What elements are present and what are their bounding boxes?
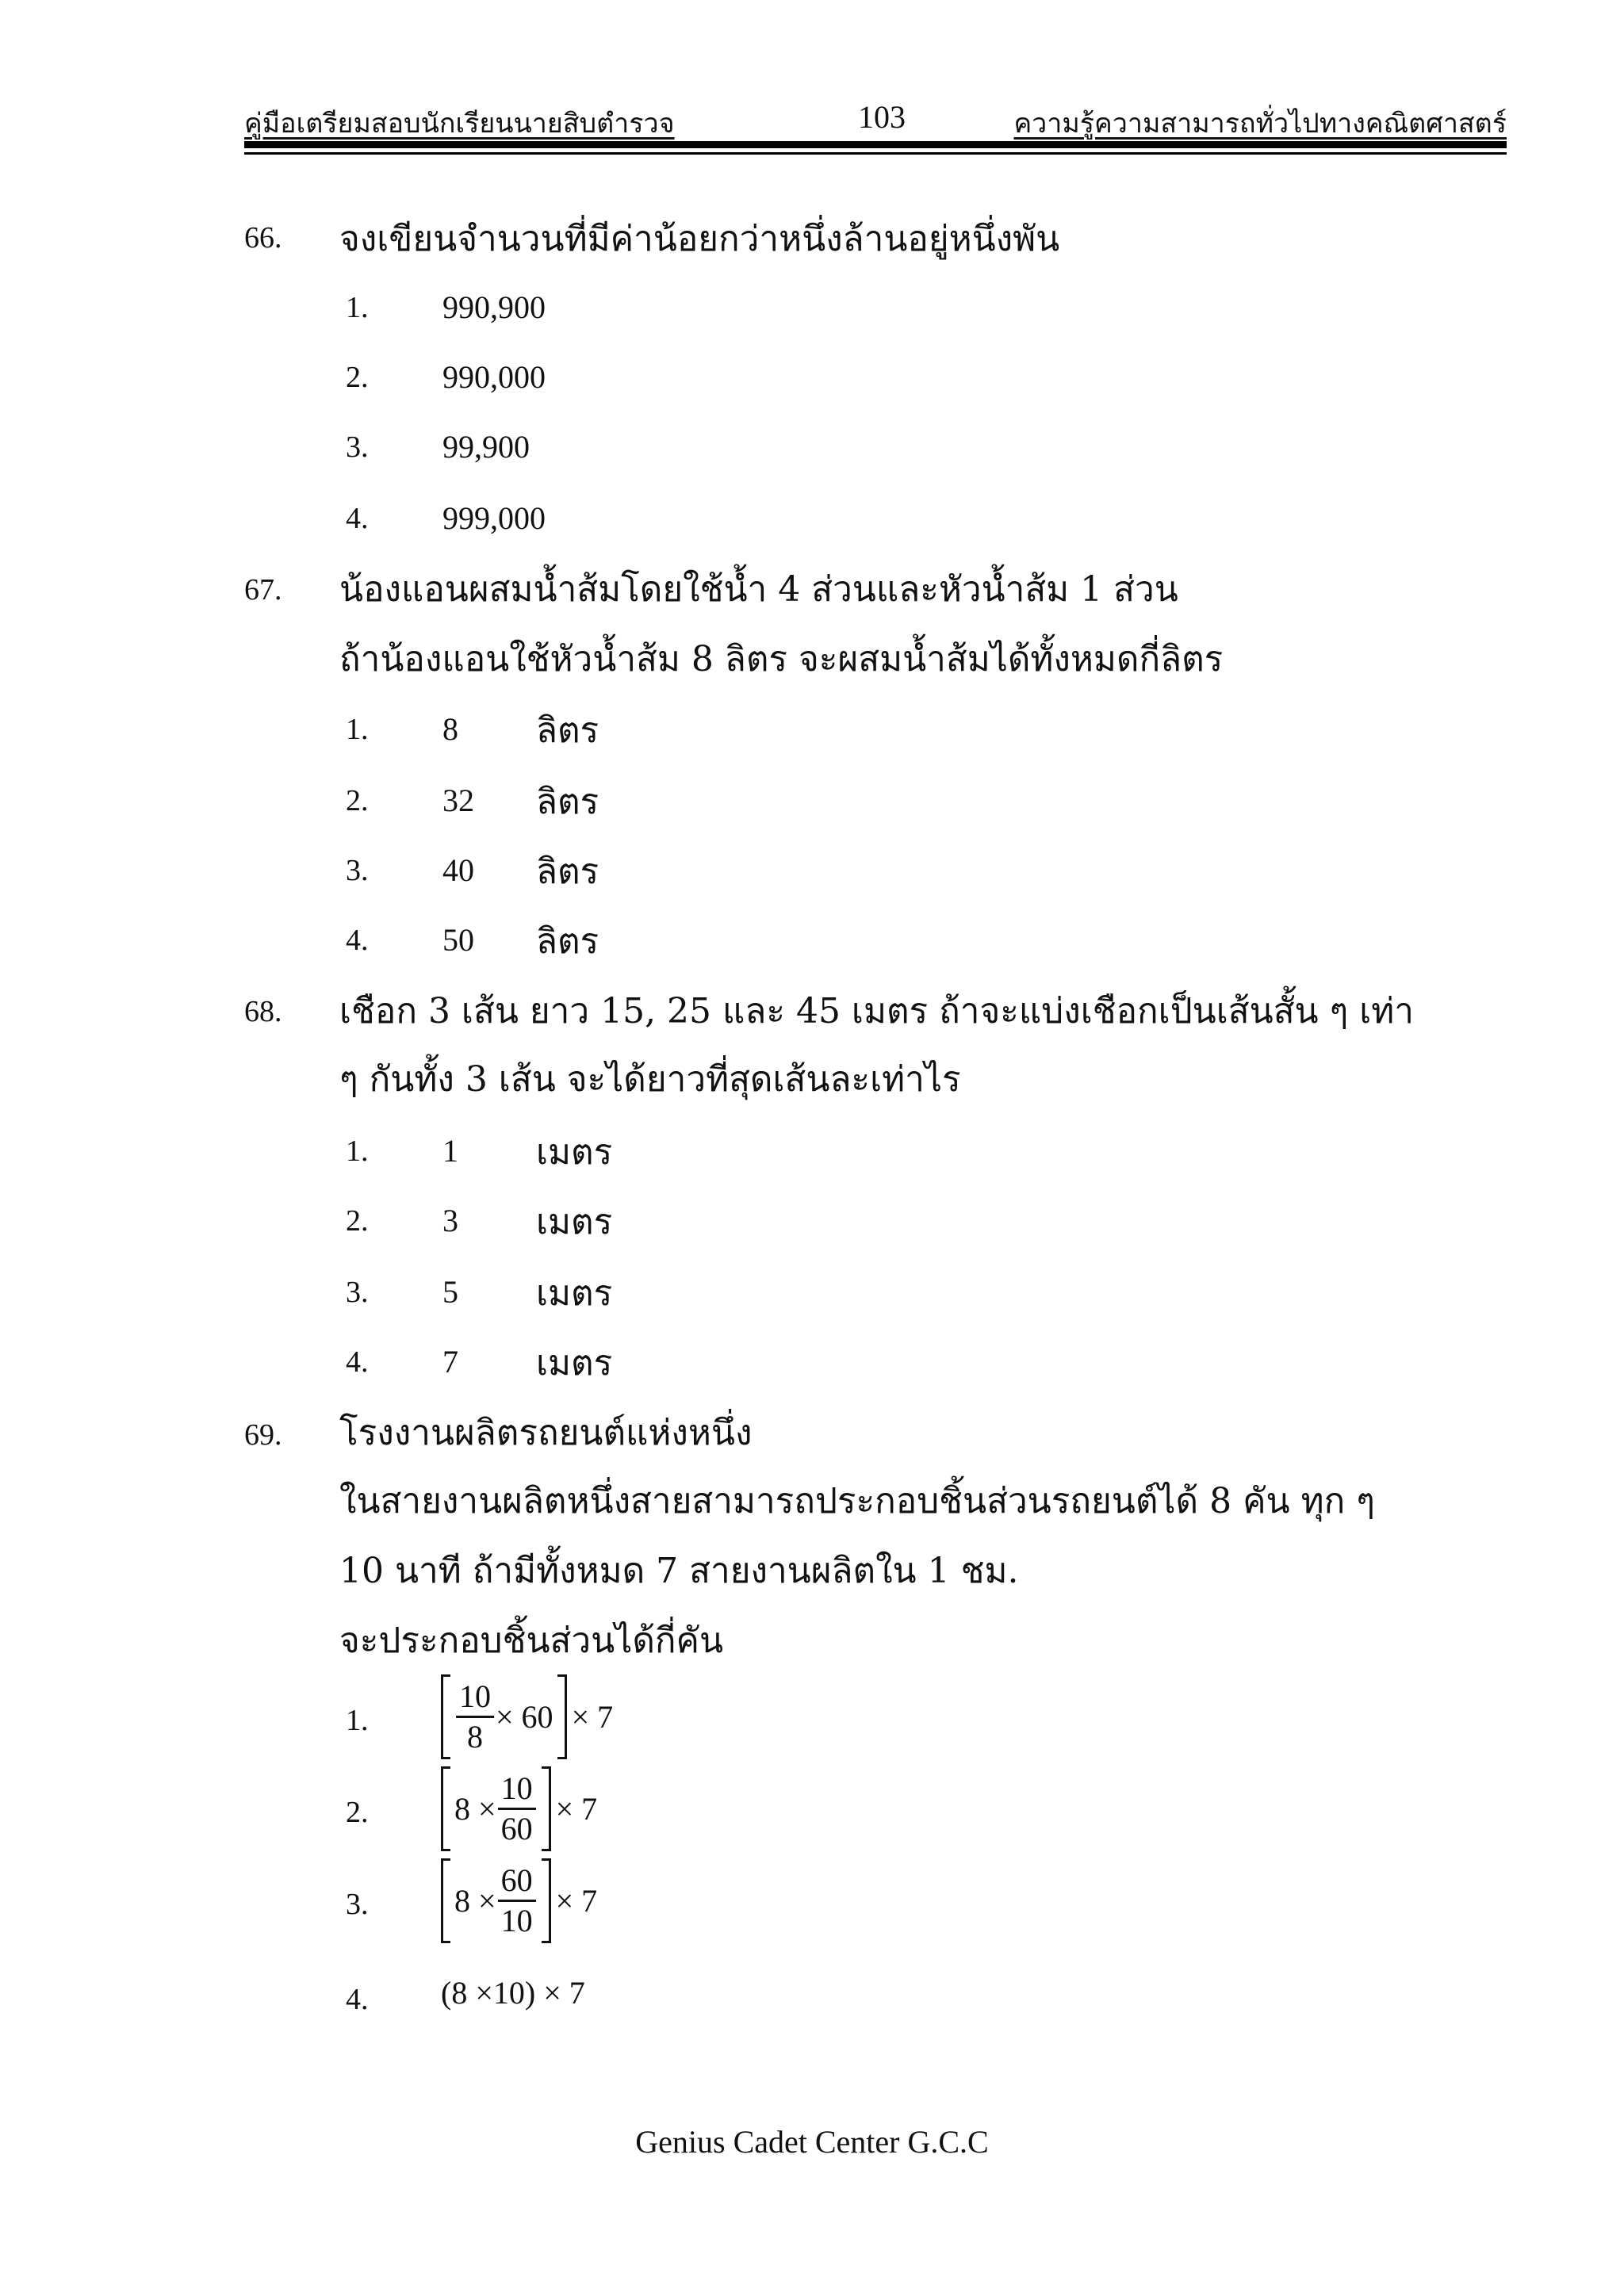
q69-option-3-number: 3. (346, 1888, 369, 1921)
q66-option-4-number: 4. (346, 502, 369, 535)
q67-option-1-unit: ลิตร (536, 710, 599, 751)
q66-option-1-value[interactable]: 990,900 (442, 289, 546, 325)
q67-option-2-value[interactable]: 32 (442, 783, 474, 818)
q67-option-3-number: 3. (346, 854, 369, 887)
q68-option-4-unit: เมตร (536, 1343, 613, 1383)
q68-option-4-value[interactable]: 7 (442, 1344, 458, 1380)
question-69-number: 69. (244, 1418, 282, 1452)
inner-after: × 60 (496, 1699, 553, 1735)
question-69-text-line-1: โรงงานผลิตรถยนต์แห่งหนึ่ง (339, 1413, 753, 1453)
outer-after: × 7 (555, 1791, 598, 1827)
bracket (441, 1674, 567, 1759)
q67-option-1-number: 1. (346, 713, 369, 746)
q69-option-1-number: 1. (346, 1704, 369, 1737)
q67-option-4-unit: ลิตร (536, 921, 599, 962)
q67-option-2-number: 2. (346, 784, 369, 817)
q69-option-1-expression[interactable] (441, 1674, 613, 1759)
bracket (441, 1858, 551, 1943)
q68-option-2-value[interactable]: 3 (442, 1203, 458, 1238)
q69-option-4-number: 4. (346, 1983, 369, 2016)
q68-option-2-unit: เมตร (536, 1202, 613, 1242)
fraction (498, 1770, 536, 1848)
q68-option-3-value[interactable]: 5 (442, 1274, 458, 1310)
inner-before: 8 × (454, 1791, 496, 1827)
question-68-text-line-2: ๆ กันทั้ง 3 เส้น จะได้ยาวที่สุดเส้นละเท่าไร (339, 1059, 961, 1100)
q66-option-2-value[interactable]: 990,000 (442, 359, 546, 395)
q67-option-3-unit: ลิตร (536, 851, 599, 892)
q66-option-4-value[interactable]: 999,000 (442, 500, 546, 536)
header-book-title: คู่มือเตรียมสอบนักเรียนนายสิบตำรวจ (244, 108, 675, 140)
question-66-text: จงเขียนจำนวนที่มีค่าน้อยกว่าหนึ่งล้านอยู่หนึ่งพัน (339, 219, 1060, 259)
q67-option-3-value[interactable]: 40 (442, 852, 474, 888)
denominator: 60 (500, 1811, 533, 1846)
q69-option-2-expression[interactable] (441, 1766, 597, 1851)
q68-option-1-number: 1. (346, 1135, 369, 1168)
fraction (456, 1678, 494, 1756)
q68-option-4-number: 4. (346, 1345, 369, 1379)
q66-option-3-number: 3. (346, 430, 369, 464)
inner-before: 8 × (454, 1883, 496, 1919)
q69-option-4-expression[interactable]: (8 ×10) × 7 (441, 1975, 585, 2011)
bracket (441, 1766, 551, 1851)
numerator: 10 (498, 1770, 536, 1810)
q68-option-2-number: 2. (346, 1204, 369, 1238)
q66-option-1-number: 1. (346, 291, 369, 324)
denominator: 10 (500, 1903, 533, 1938)
footer-publisher: Genius Cadet Center G.C.C (635, 2124, 989, 2160)
denominator: 8 (467, 1719, 483, 1755)
question-68-number: 68. (244, 995, 282, 1028)
q67-option-1-value[interactable]: 8 (442, 711, 458, 747)
q66-option-3-value[interactable]: 99,900 (442, 429, 530, 465)
q68-option-3-number: 3. (346, 1276, 369, 1309)
q67-option-4-number: 4. (346, 924, 369, 957)
question-69-text-line-4: จะประกอบชิ้นส่วนได้กี่คัน (339, 1621, 724, 1661)
q68-option-3-unit: เมตร (536, 1273, 613, 1314)
q68-option-1-unit: เมตร (536, 1132, 613, 1173)
question-69-text-line-2: ในสายงานผลิตหนึ่งสายสามารถประกอบชิ้นส่วนรถยนต์ได้ 8 คัน ทุก ๆ (339, 1481, 1375, 1521)
q69-option-3-expression[interactable] (441, 1858, 597, 1943)
q67-option-4-value[interactable]: 50 (442, 922, 474, 958)
header-rule-thin (244, 152, 1507, 155)
q68-option-1-value[interactable]: 1 (442, 1133, 458, 1169)
page-number: 103 (858, 99, 906, 135)
outer-after: × 7 (555, 1883, 598, 1919)
q67-option-2-unit: ลิตร (536, 782, 599, 822)
numerator: 10 (456, 1678, 494, 1718)
question-67-text-line-2: ถ้าน้องแอนใช้หัวน้ำส้ม 8 ลิตร จะผสมน้ำส้มได้ทั้งหมดกี่ลิตร (339, 639, 1224, 679)
q69-option-2-number: 2. (346, 1796, 369, 1829)
question-66-number: 66. (244, 221, 282, 254)
fraction (498, 1862, 536, 1940)
outer-after: × 7 (571, 1699, 614, 1735)
question-69-text-line-3: 10 นาที ถ้ามีทั้งหมด 7 สายงานผลิตใน 1 ชม. (339, 1551, 1019, 1591)
question-67-text-line-1: น้องแอนผสมน้ำส้มโดยใช้น้ำ 4 ส่วนและหัวน้ำส้ม 1 ส่วน (339, 569, 1178, 610)
header-rule-thick (244, 141, 1507, 148)
q66-option-2-number: 2. (346, 361, 369, 394)
header-subject: ความรู้ความสามารถทั่วไปทางคณิตศาสตร์ (1013, 108, 1507, 140)
question-68-text-line-1: เชือก 3 เส้น ยาว 15, 25 และ 45 เมตร ถ้าจะแบ่งเชือกเป็นเส้นสั้น ๆ เท่า (339, 991, 1414, 1031)
question-67-number: 67. (244, 573, 282, 607)
numerator: 60 (498, 1862, 536, 1902)
